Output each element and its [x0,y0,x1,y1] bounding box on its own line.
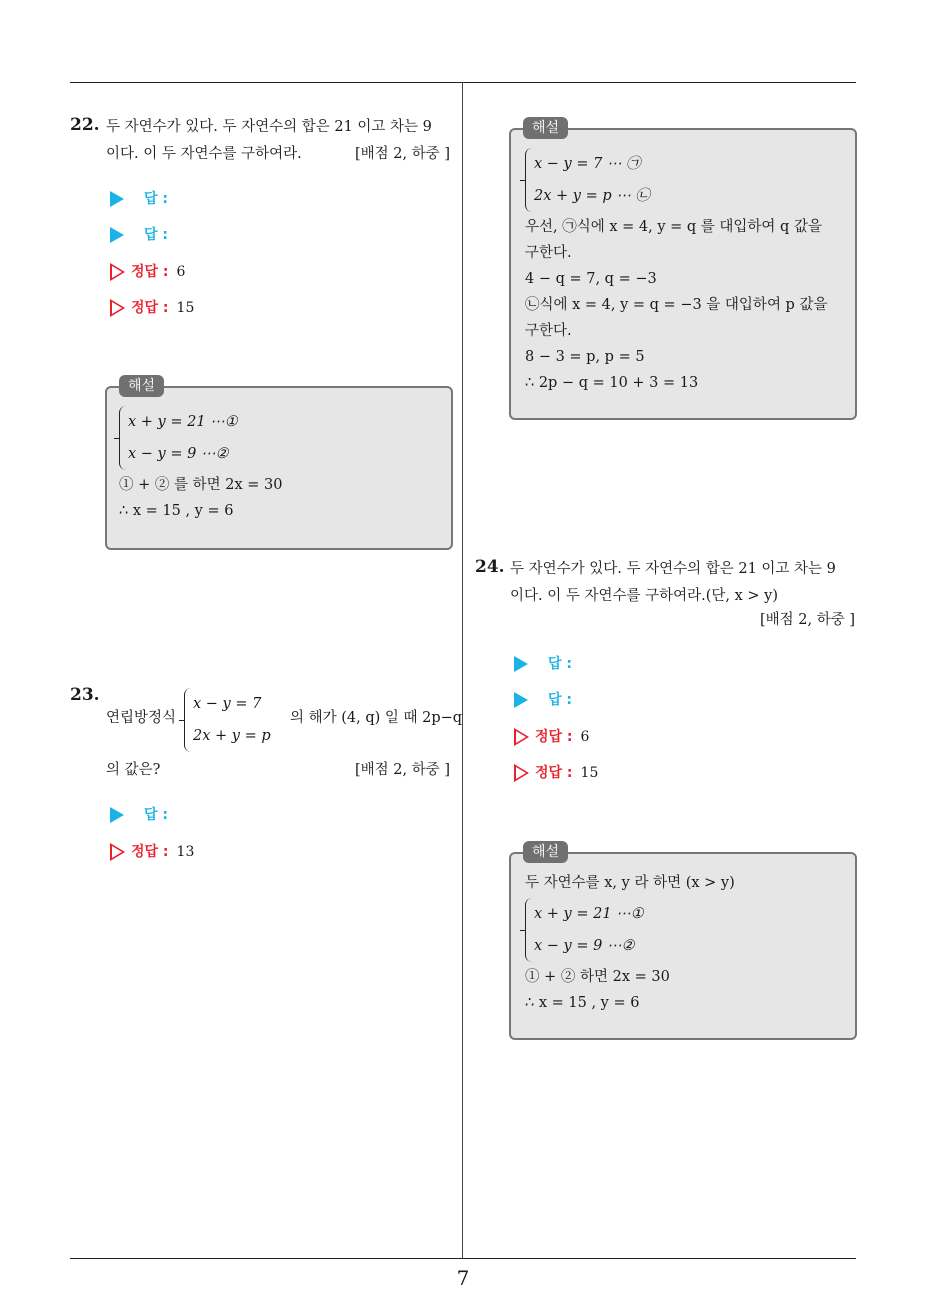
solution-eq2: x − y = 9 ⋯② [128,446,229,462]
problem-23-line2: 의 값은? [106,762,161,778]
problem-22-number: 22. [70,115,100,135]
solution-line: ∴ 2p − q = 10 + 3 = 13 [525,375,699,391]
solution-eq2: x − y = 9 ⋯② [534,938,635,954]
problem-22-line1: 두 자연수가 있다. 두 자연수의 합은 21 이고 차는 9 [106,119,432,135]
solution-line: 8 − 3 = p, p = 5 [525,349,645,365]
page-number: 7 [456,1266,470,1290]
answer-triangle-icon [514,692,528,708]
correct-value: 15 [580,765,599,781]
problem-23-eq1: x − y = 7 [193,696,262,712]
problem-22-line2: 이다. 이 두 자연수를 구하여라. [106,146,302,162]
solution-line: 구한다. [525,245,572,261]
correct-triangle-icon [110,843,125,861]
correct-value: 6 [580,729,590,745]
problem-23-correct-1 [110,841,194,863]
bottom-rule [70,1258,856,1259]
answer-label: 답 : [548,692,572,708]
answer-label: 답 : [144,807,168,823]
problem-24-number: 24. [475,557,505,577]
problem-23-eq2: 2x + y = p [193,728,271,744]
problem-22-answer-1[interactable] [110,188,168,210]
solution-line: ∴ x = 15 , y = 6 [119,503,234,519]
correct-value: 15 [176,300,195,316]
correct-triangle-icon [514,764,529,782]
solution-line: ① + ② 하면 2x = 30 [525,969,670,985]
correct-value: 13 [176,844,195,860]
problem-22-score: [배점 2, 하중 ] [355,146,451,162]
problem-23-suffix: 의 해가 (4, q) 일 때 2p−q [290,710,463,726]
answer-label: 답 : [548,656,572,672]
problem-24-correct-1 [514,726,589,748]
solution-eq2: 2x + y = p ⋯ ㉡ [534,188,650,204]
left-brace [525,148,532,212]
correct-value: 6 [176,264,186,280]
solution-line: 구한다. [525,323,572,339]
problem-24-correct-2 [514,762,598,784]
correct-label: 정답 : [535,765,573,781]
solution-eq1: x − y = 7 ⋯ ㉠ [534,156,641,172]
answer-label: 답 : [144,227,168,243]
problem-24-solution-box [509,844,857,1040]
problem-24-line2: 이다. 이 두 자연수를 구하여라.(단, x > y) [510,588,779,604]
answer-triangle-icon [110,227,124,243]
problem-24-score: [배점 2, 하중 ] [760,612,856,628]
answer-triangle-icon [110,191,124,207]
solution-eq1: x + y = 21 ⋯① [128,414,238,430]
column-divider [462,82,463,1258]
correct-label: 정답 : [535,729,573,745]
solution-tag: 해설 [523,117,568,139]
left-brace [184,688,191,752]
solution-eq1: x + y = 21 ⋯① [534,906,644,922]
solution-line: 4 − q = 7, q = −3 [525,271,657,287]
problem-23-score: [배점 2, 하중 ] [355,762,451,778]
correct-triangle-icon [110,263,125,281]
answer-triangle-icon [514,656,528,672]
correct-triangle-icon [514,728,529,746]
answer-triangle-icon [110,807,124,823]
problem-23-prefix: 연립방정식 [106,710,177,726]
problem-23-answer-1[interactable] [110,804,168,826]
problem-24-answer-1[interactable] [514,653,572,675]
problem-22-correct-2 [110,297,194,319]
solution-line: ㉡식에 x = 4, y = q = −3 을 대입하여 p 값을 [525,297,828,313]
problem-24-answer-2[interactable] [514,689,572,711]
solution-intro: 두 자연수를 x, y 라 하면 (x > y) [525,875,735,891]
problem-23-system [184,688,271,752]
problem-22-correct-1 [110,261,185,283]
problem-24-line1: 두 자연수가 있다. 두 자연수의 합은 21 이고 차는 9 [510,561,836,577]
problem-22-solution-box [105,378,453,550]
problem-22-answer-2[interactable] [110,224,168,246]
correct-triangle-icon [110,299,125,317]
problem-24 [510,556,860,610]
solution-system [525,148,843,212]
solution-system [525,898,843,962]
left-brace [119,406,126,470]
problem-23 [106,686,463,756]
solution-line: ∴ x = 15 , y = 6 [525,995,640,1011]
left-brace [525,898,532,962]
solution-tag: 해설 [119,375,164,397]
solution-system [119,406,439,470]
answer-label: 답 : [144,191,168,207]
top-rule [70,82,856,83]
problem-23-number: 23. [70,685,100,705]
solution-tag: 해설 [523,841,568,863]
solution-line: 우선, ㉠식에 x = 4, y = q 를 대입하여 q 값을 [525,219,822,235]
solution-line: ① + ② 를 하면 2x = 30 [119,477,283,493]
correct-label: 정답 : [131,844,169,860]
correct-label: 정답 : [131,264,169,280]
correct-label: 정답 : [131,300,169,316]
problem-23-solution-box [509,120,857,420]
